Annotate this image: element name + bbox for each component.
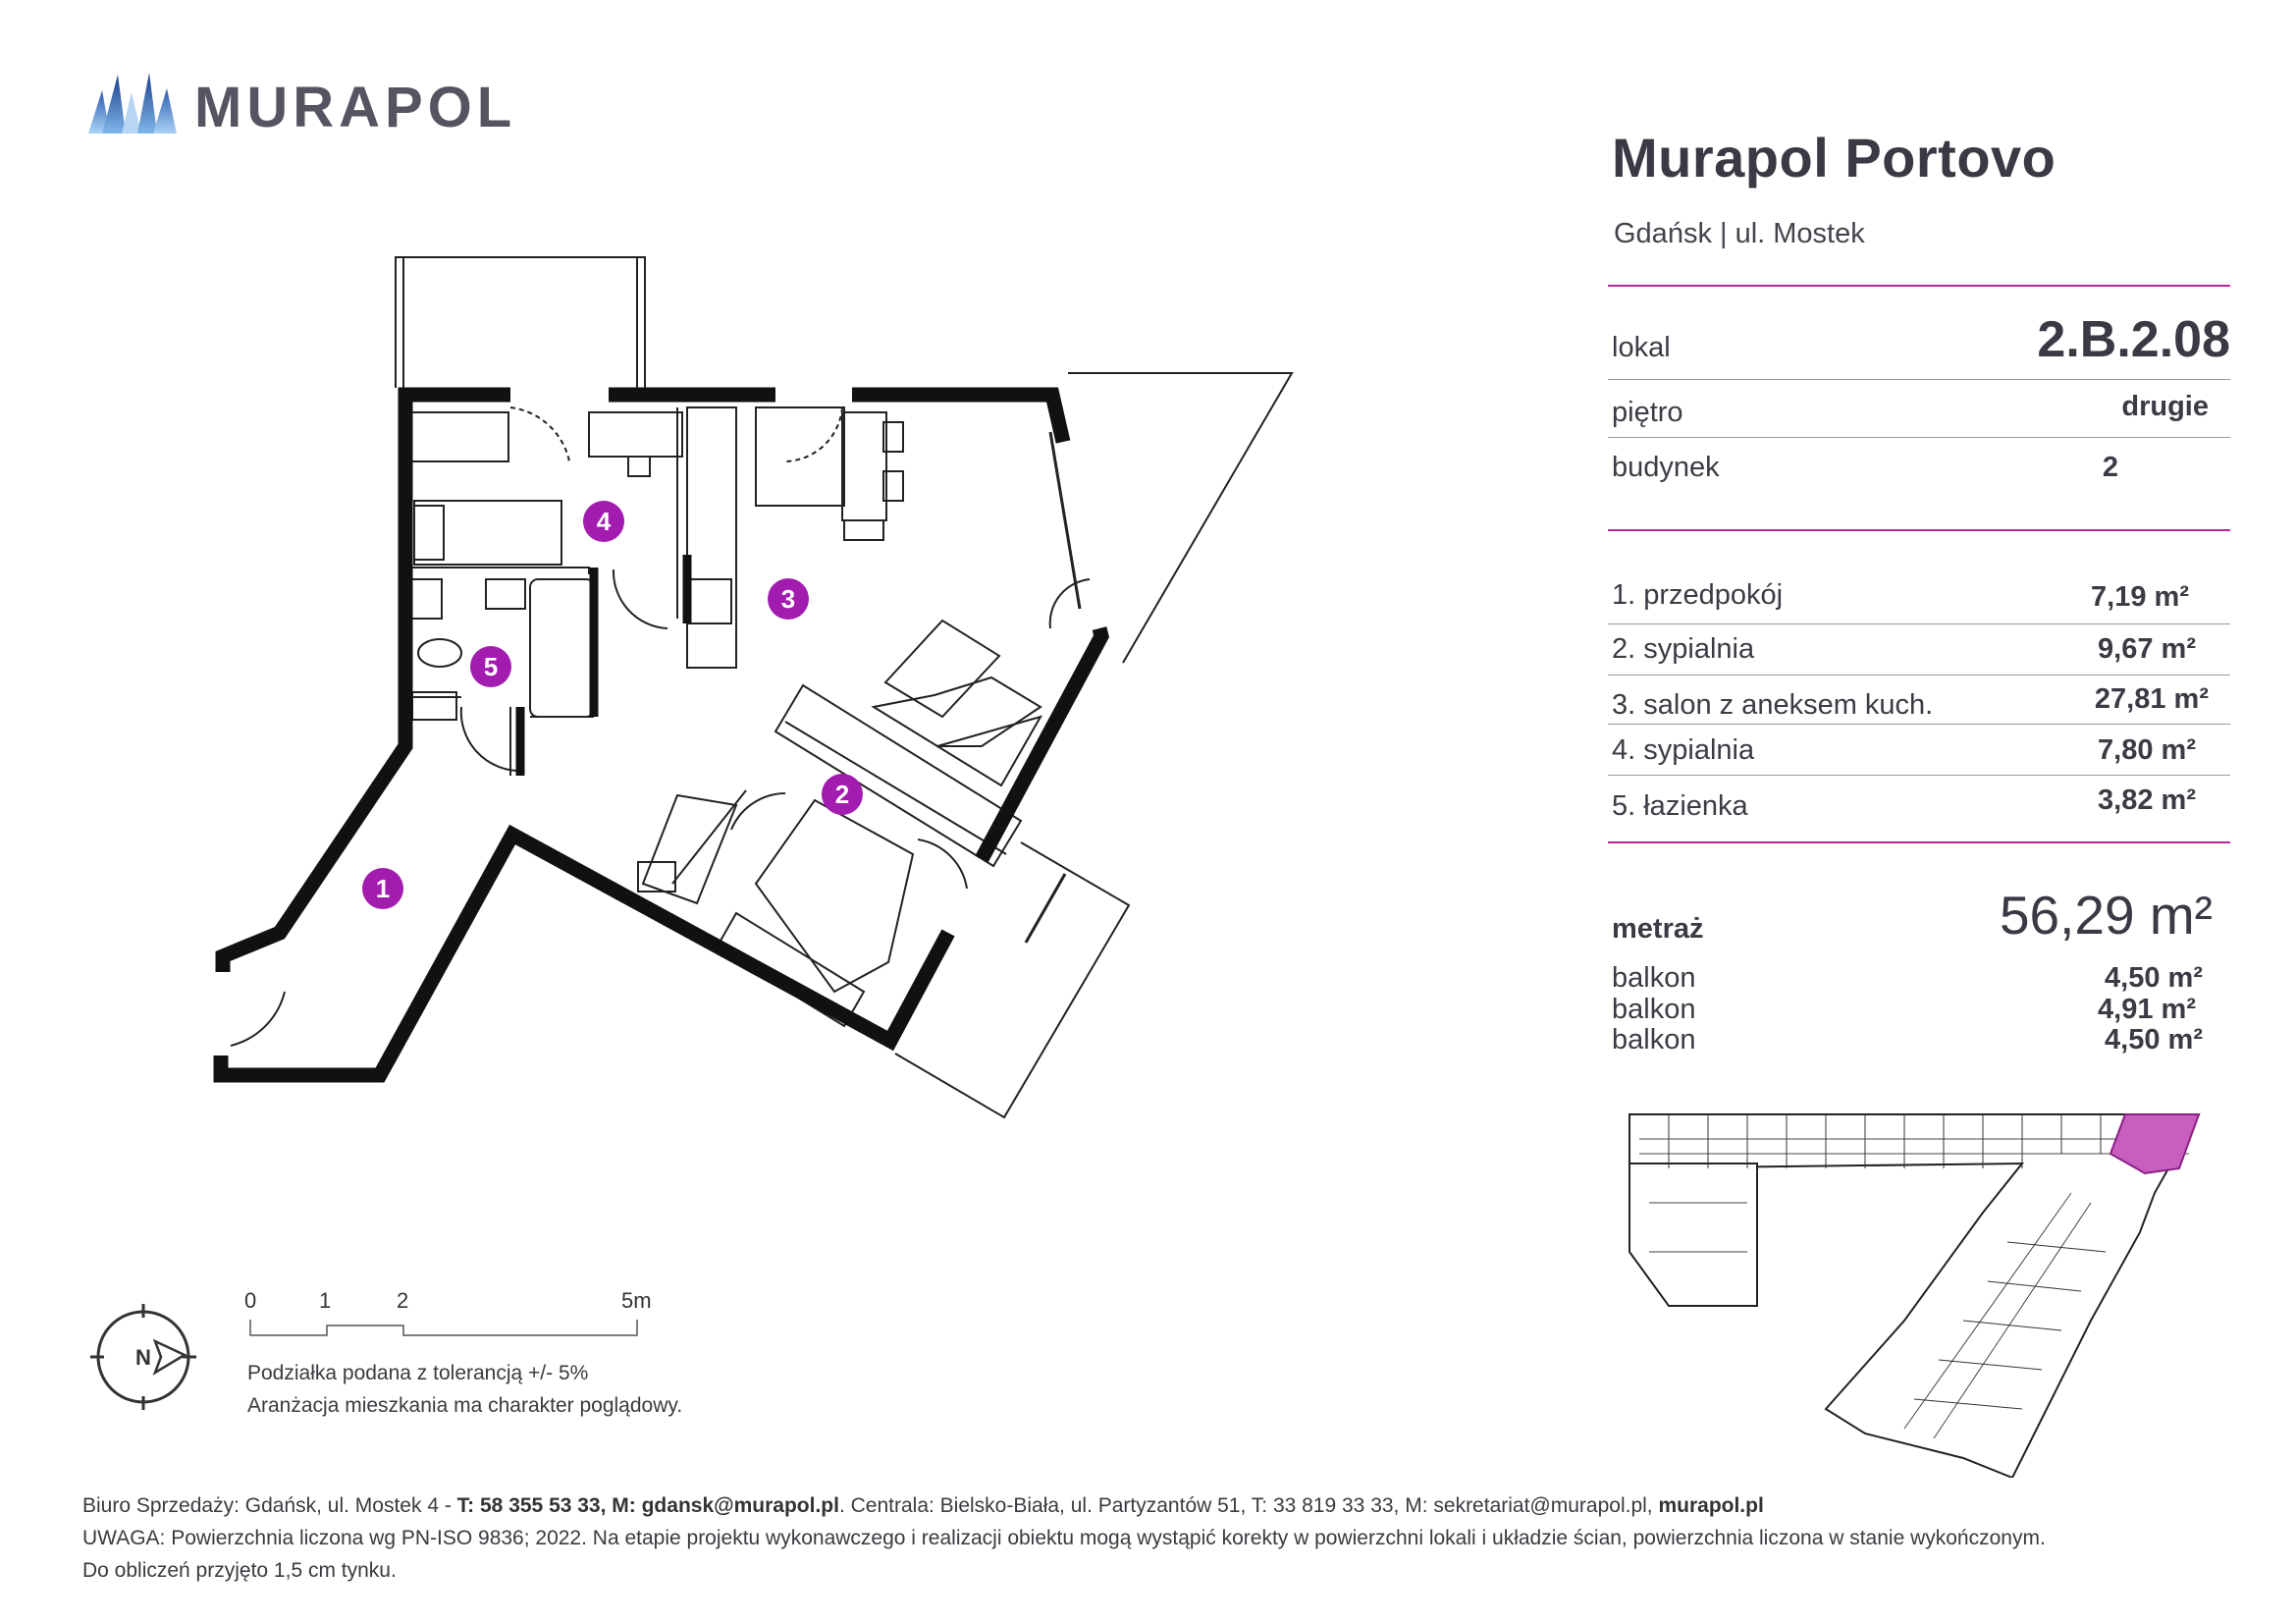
divider (1608, 775, 2230, 776)
bed (414, 501, 561, 565)
fridge (756, 407, 844, 506)
room-area: 7,80 m² (2098, 734, 2196, 766)
divider (1608, 437, 2230, 438)
exterior-walls (221, 395, 1101, 1075)
footer-office: Biuro Sprzedaży: Gdańsk, ul. Mostek 4 - (82, 1494, 457, 1517)
room-name: 1. przedpokój (1612, 579, 1784, 611)
project-title: Murapol Portovo (1612, 127, 2056, 189)
room-area: 27,81 m² (2094, 683, 2209, 715)
room-name: 5. łazienka (1612, 790, 1748, 822)
scale-tolerance-note: Podziałka podana z tolerancją +/- 5% (247, 1362, 589, 1384)
bathtub (530, 579, 594, 717)
divider (1608, 623, 2230, 624)
room-area: 9,67 m² (2098, 633, 2196, 665)
murapol-logo-mark (88, 73, 177, 134)
footer-contact (82, 1494, 1764, 1518)
metraz-label: metraż (1612, 913, 1704, 945)
toilet (418, 639, 461, 667)
project-address: Gdańsk | ul. Mostek (1614, 218, 1865, 249)
floor-plan (196, 245, 1325, 1129)
murapol-logo (88, 69, 517, 139)
balcony-label: balkon (1612, 994, 1696, 1025)
footer-plaster-note: Do obliczeń przyjęto 1,5 cm tynku. (82, 1559, 397, 1582)
footer-notice: UWAGA: Powierzchnia liczona wg PN-ISO 9836; 2022. Na etapie projektu wykonawczego i realizacji obiektu mogą wystąpić korekty w powierzchni lokali i układzie ścian, powierzchnia liczona w stanie wykończonym. (82, 1527, 2046, 1549)
scale-label: 2 (397, 1288, 409, 1313)
room-name: 3. salon z aneksem kuch. (1612, 689, 1934, 721)
balcony-label: balkon (1612, 1024, 1696, 1055)
footer-office-contact[interactable]: T: 58 355 53 33, M: gdansk@murapol.pl (456, 1494, 839, 1517)
washbasin (486, 579, 525, 609)
divider (1608, 675, 2230, 676)
divider (1608, 379, 2230, 380)
wardrobe (410, 412, 508, 461)
scale-bar (240, 1288, 653, 1347)
room-marker-label: 4 (596, 507, 612, 536)
balcony-area: 4,91 m² (2098, 994, 2196, 1025)
room-markers (362, 501, 863, 909)
room-name: 4. sypialnia (1612, 734, 1755, 766)
divider (1608, 841, 2230, 843)
divider (1608, 529, 2230, 531)
room-area: 3,82 m² (2098, 784, 2196, 816)
dining-table (842, 412, 886, 520)
budynek-label: budynek (1612, 452, 1720, 483)
room-marker-label: 3 (780, 584, 796, 614)
scale-label: 5m (621, 1288, 652, 1313)
budynek-value: 2 (2102, 452, 2119, 483)
lokal-value: 2.B.2.08 (2037, 311, 2230, 368)
balcony-area: 4,50 m² (2105, 962, 2203, 994)
footer-website-link[interactable]: murapol.pl (1658, 1494, 1764, 1517)
room-marker-label: 1 (375, 874, 391, 903)
balcony-area: 4,50 m² (2105, 1024, 2203, 1055)
metraz-value: 56,29 m² (1999, 885, 2213, 946)
arrangement-note: Aranżacja mieszkania ma charakter poglądowy. (247, 1394, 683, 1417)
divider (1608, 724, 2230, 725)
pietro-label: piętro (1612, 397, 1683, 428)
lokal-label: lokal (1612, 332, 1671, 363)
compass-icon (86, 1296, 204, 1414)
balcony-outline (1068, 373, 1292, 663)
kitchen-counter (687, 407, 736, 668)
scale-label: 1 (319, 1288, 332, 1313)
room-marker-label: 5 (483, 652, 499, 681)
room-marker-label: 2 (834, 780, 850, 809)
scale-label: 0 (244, 1288, 257, 1313)
brand-name: MURAPOL (194, 76, 517, 139)
site-key-plan (1610, 1095, 2223, 1478)
balcony-outline (396, 257, 645, 388)
room-name: 2. sypialnia (1612, 633, 1755, 665)
room-area: 7,19 m² (2091, 581, 2189, 613)
footer-headquarters: . Centrala: Bielsko-Biała, ul. Partyzantów 51, T: 33 819 33 33, M: sekretariat@murapol.pl, (838, 1494, 1659, 1517)
divider (1608, 285, 2230, 287)
pietro-value: drugie (2121, 391, 2209, 422)
balcony-label: balkon (1612, 962, 1696, 994)
compass-letter: N (135, 1345, 151, 1370)
